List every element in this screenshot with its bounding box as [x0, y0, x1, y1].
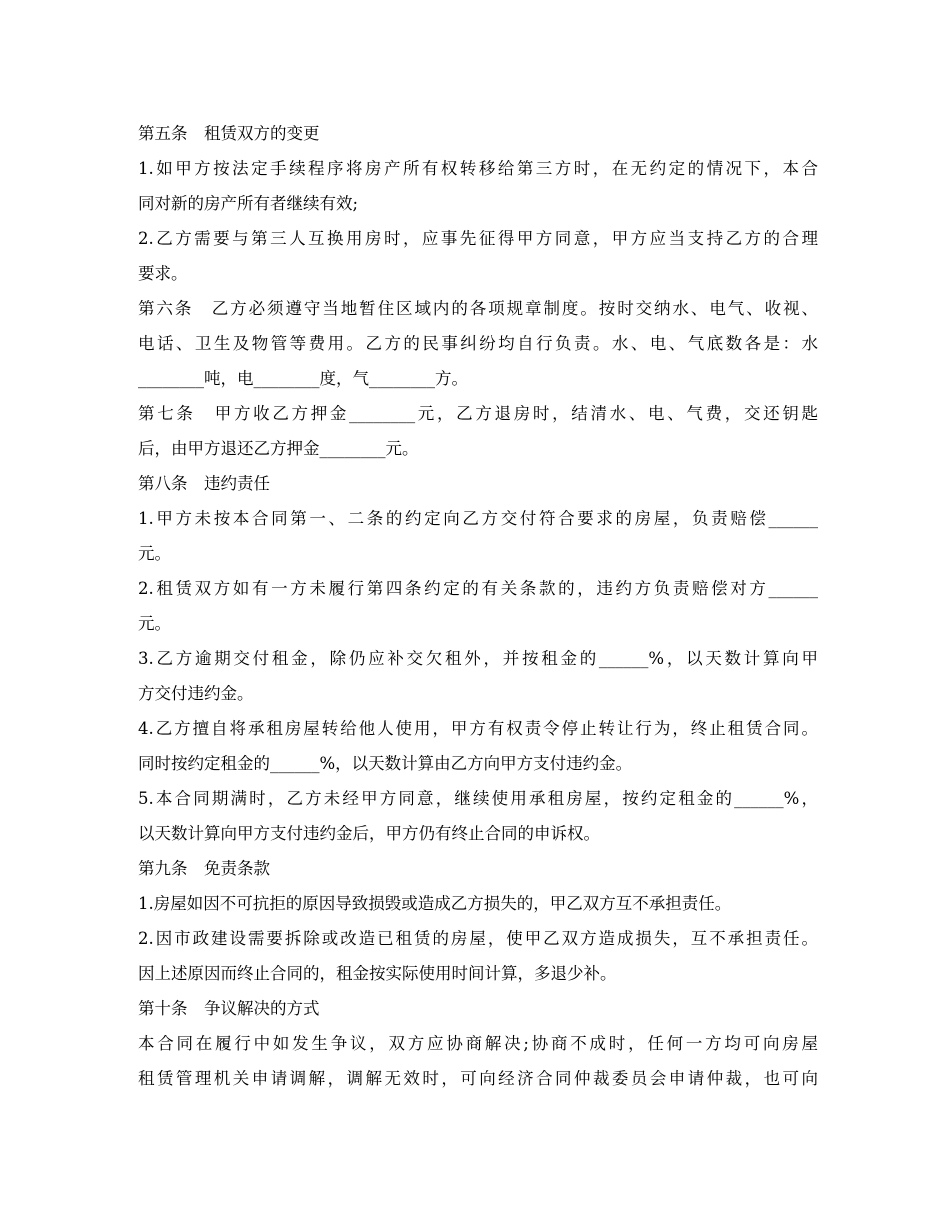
paragraph-line: 以天数计算向甲方支付违约金后，甲方仍有终止合同的申诉权。	[138, 824, 600, 843]
article-6-line: 第六条 乙方必须遵守当地暂住区域内的各项规章制度。按时交纳水、电气、收视、	[138, 299, 818, 318]
paragraph-line: 2.租赁双方如有一方未履行第四条约定的有关条款的，违约方负责赔偿对方______	[138, 579, 818, 598]
article-9-heading: 第九条 免责条款	[138, 859, 270, 878]
paragraph-line: 后，由甲方退还乙方押金________元。	[138, 439, 419, 458]
paragraph-line: 要求。	[138, 264, 188, 283]
paragraph-line: 2.乙方需要与第三人互换用房时，应事先征得甲方同意，甲方应当支持乙方的合理	[138, 229, 818, 248]
paragraph-line: ________吨，电________度，气________方。	[138, 369, 468, 388]
paragraph-line: 4.乙方擅自将承租房屋转给他人使用，甲方有权责令停止转让行为，终止租赁合同。	[138, 719, 818, 738]
paragraph-line: 1.甲方未按本合同第一、二条的约定向乙方交付符合要求的房屋，负责赔偿______	[138, 509, 818, 528]
paragraph-line: 同对新的房产所有者继续有效;	[138, 194, 359, 213]
article-10-heading: 第十条 争议解决的方式	[138, 999, 320, 1018]
paragraph-line: 同时按约定租金的______%，以天数计算由乙方向甲方支付违约金。	[138, 754, 633, 773]
paragraph-line: 1.房屋如因不可抗拒的原因导致损毁或造成乙方损失的，甲乙双方互不承担责任。	[138, 894, 732, 913]
article-8-heading: 第八条 违约责任	[138, 474, 270, 493]
paragraph-line: 租赁管理机关申请调解，调解无效时，可向经济合同仲裁委员会申请仲裁，也可向	[138, 1069, 818, 1088]
paragraph-line: 元。	[138, 544, 171, 563]
contract-text	[138, 116, 818, 1096]
paragraph-line: 本合同在履行中如发生争议，双方应协商解决;协商不成时，任何一方均可向房屋	[138, 1034, 818, 1053]
paragraph-line: 3.乙方逾期交付租金，除仍应补交欠租外，并按租金的______%，以天数计算向甲	[138, 649, 818, 668]
paragraph-line: 2.因市政建设需要拆除或改造已租赁的房屋，使甲乙双方造成损失，互不承担责任。	[138, 929, 818, 948]
paragraph-line: 元。	[138, 614, 171, 633]
paragraph-line: 因上述原因而终止合同的，租金按实际使用时间计算，多退少补。	[138, 964, 617, 983]
article-7-line: 第七条 甲方收乙方押金________元，乙方退房时，结清水、电、气费，交还钥匙	[138, 404, 818, 423]
paragraph-line: 5.本合同期满时，乙方未经甲方同意，继续使用承租房屋，按约定租金的______%，	[138, 789, 818, 808]
article-5-heading: 第五条 租赁双方的变更	[138, 124, 320, 143]
paragraph-line: 1.如甲方按法定手续程序将房产所有权转移给第三方时，在无约定的情况下，本合	[138, 159, 818, 178]
paragraph-line: 电话、卫生及物管等费用。乙方的民事纠纷均自行负责。水、电、气底数各是：水	[138, 334, 818, 353]
paragraph-line: 方交付违约金。	[138, 684, 254, 703]
